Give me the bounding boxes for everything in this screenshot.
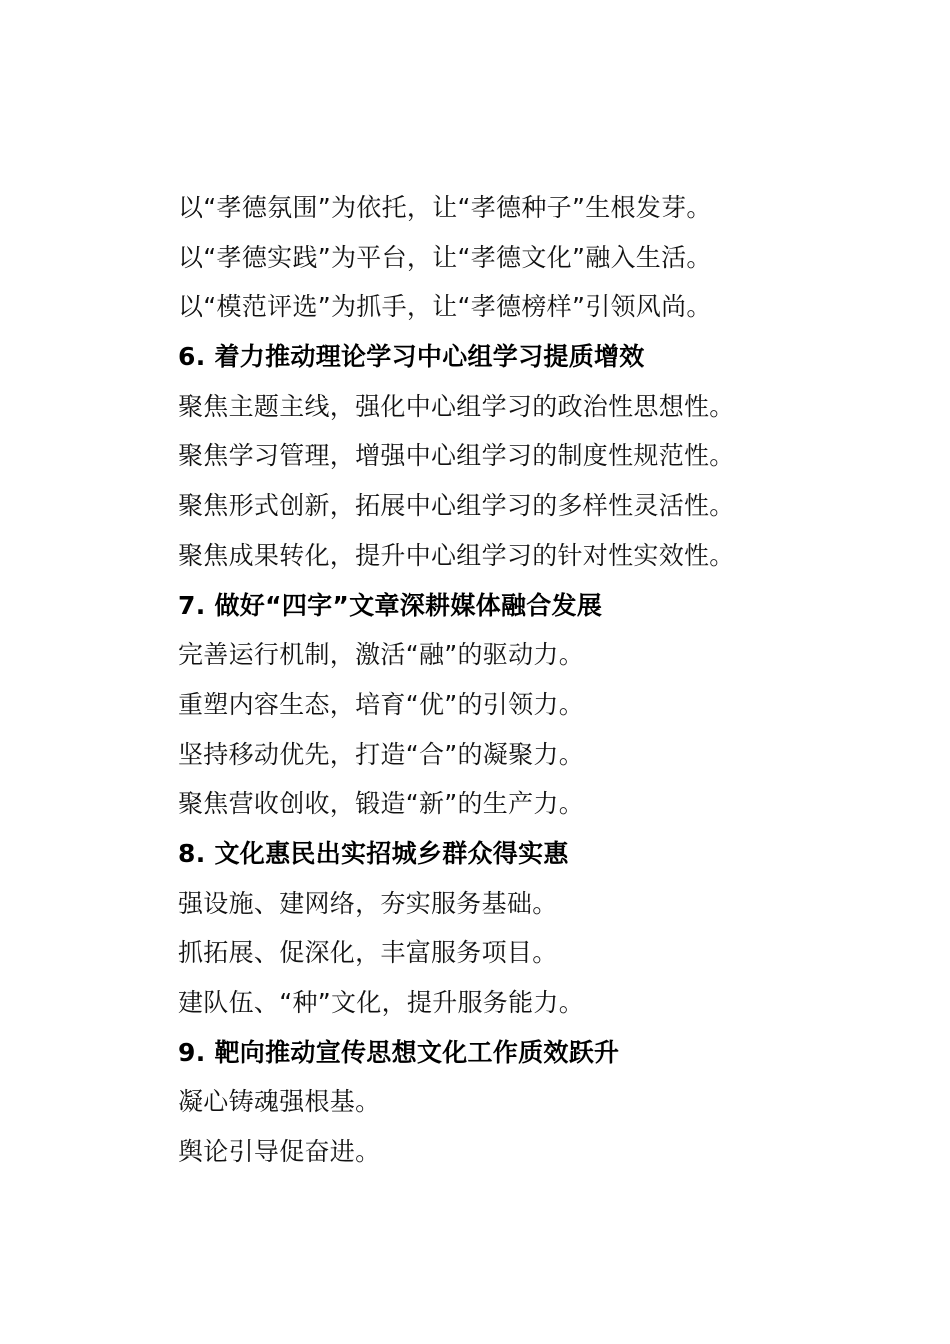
body-line: 重塑内容生态，培育“优”的引领力。 xyxy=(178,689,585,719)
section-heading: 9. 靶向推动宣传思想文化工作质效跃升 xyxy=(178,1037,620,1067)
body-line: 建队伍、“种”文化，提升服务能力。 xyxy=(178,988,585,1017)
body-line: 以“孝德实践”为平台，让“孝德文化”融入生活。 xyxy=(178,242,712,272)
body-line: 以“模范评选”为抓手，让“孝德榜样”引领风尚。 xyxy=(178,292,712,322)
body-line: 聚焦形式创新，拓展中心组学习的多样性灵活性。 xyxy=(178,491,735,521)
body-line: 聚焦学习管理，增强中心组学习的制度性规范性。 xyxy=(178,441,735,471)
body-line: 凝心铸魂强根基。 xyxy=(178,1087,381,1117)
body-line: 坚持移动优先，打造“合”的凝聚力。 xyxy=(178,739,585,769)
body-line: 以“孝德氛围”为依托，让“孝德种子”生根发芽。 xyxy=(178,193,712,222)
section-heading: 6. 着力推动理论学习中心组学习提质增效 xyxy=(178,342,645,372)
section-heading: 7. 做好“四字”文章深耕媒体融合发展 xyxy=(178,590,603,620)
body-line: 强设施、建网络，夯实服务基础。 xyxy=(178,888,558,918)
body-line: 抓拓展、促深化，丰富服务项目。 xyxy=(178,938,558,968)
body-line: 聚焦主题主线，强化中心组学习的政治性思想性。 xyxy=(178,391,735,421)
document-body xyxy=(178,183,878,1177)
section-heading: 8. 文化惠民出实招城乡群众得实惠 xyxy=(178,838,569,868)
body-line: 舆论引导促奋进。 xyxy=(178,1137,381,1167)
body-line: 完善运行机制，激活“融”的驱动力。 xyxy=(178,640,585,670)
body-line: 聚焦营收创收，锻造“新”的生产力。 xyxy=(178,789,585,819)
body-line: 聚焦成果转化，提升中心组学习的针对性实效性。 xyxy=(178,540,735,570)
